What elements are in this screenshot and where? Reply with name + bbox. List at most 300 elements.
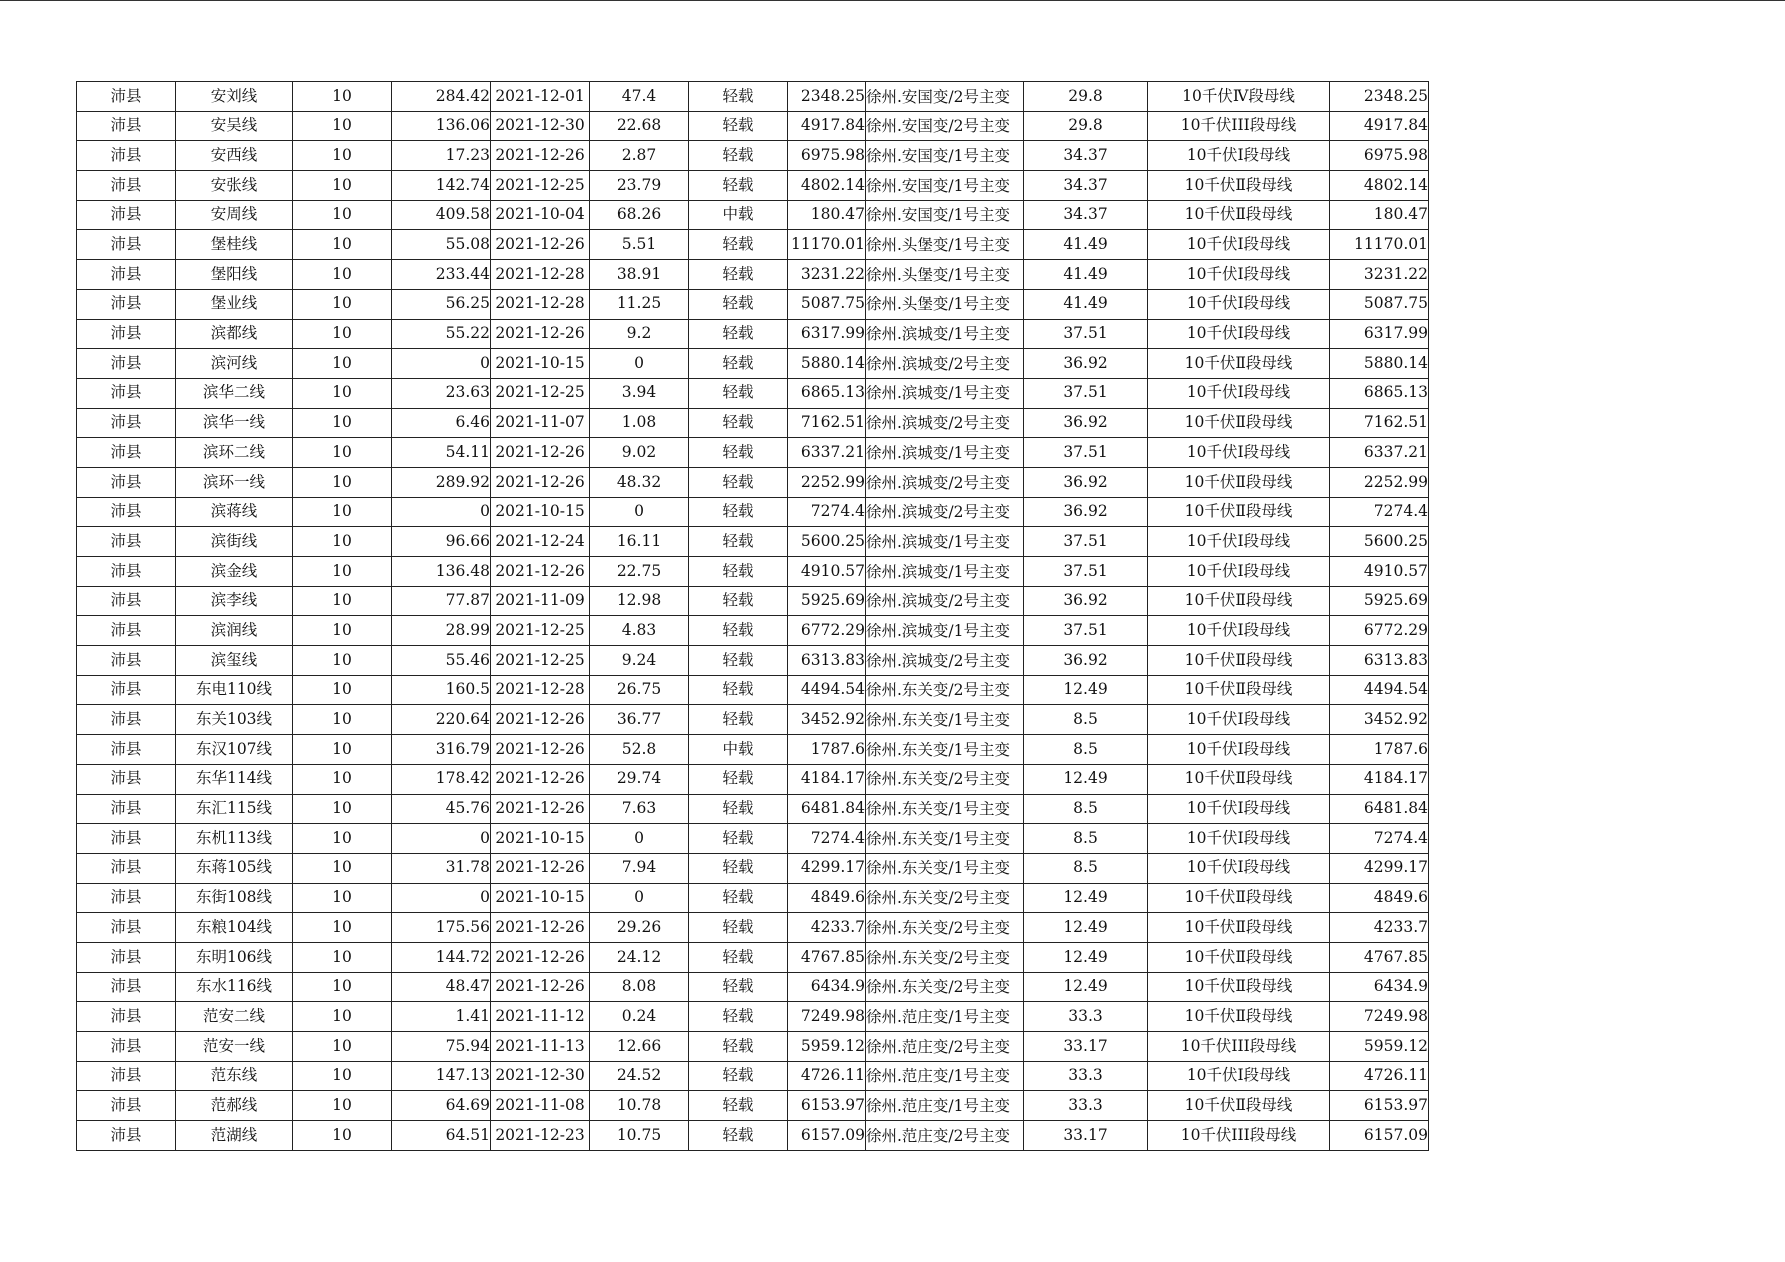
cell-load-rate: 9.2 <box>590 319 689 349</box>
table-row <box>77 319 1429 349</box>
cell-load-rate: 3.94 <box>590 378 689 408</box>
cell-load-current: 96.66 <box>392 527 491 557</box>
cell-record-date: 2021-12-25 <box>491 646 590 676</box>
cell-remaining-capacity: 7274.4 <box>1330 497 1429 527</box>
cell-substation-transformer <box>866 467 1024 497</box>
cell-remaining-capacity: 7249.98 <box>1330 1002 1429 1032</box>
cell-county: 沛县 <box>77 497 176 527</box>
cell-substation-transformer <box>866 82 1024 112</box>
table-row <box>77 1061 1429 1091</box>
cell-substation-transformer <box>866 853 1024 883</box>
cell-voltage-level: 10 <box>293 1091 392 1121</box>
cell-load-status: 轻载 <box>689 942 788 972</box>
cell-load-status: 轻载 <box>689 349 788 379</box>
cell-record-date: 2021-12-25 <box>491 616 590 646</box>
cell-county: 沛县 <box>77 883 176 913</box>
cell-transformer-load: 33.17 <box>1024 1032 1148 1062</box>
cell-busbar-section: 10千伏Ⅱ段母线 <box>1148 883 1330 913</box>
cell-line-name: 范郝线 <box>176 1091 293 1121</box>
cell-substation-transformer <box>866 972 1024 1002</box>
cell-busbar-section: 10千伏Ⅰ段母线 <box>1148 616 1330 646</box>
cell-county: 沛县 <box>77 1121 176 1151</box>
cell-transformer-load: 36.92 <box>1024 497 1148 527</box>
cell-line-name: 东机113线 <box>176 824 293 854</box>
cell-voltage-level: 10 <box>293 467 392 497</box>
cell-load-status: 轻载 <box>689 111 788 141</box>
cell-text: 徐州.滨城变/2号主变 <box>866 354 1011 373</box>
cell-available-capacity: 7274.4 <box>788 497 866 527</box>
cell-remaining-capacity: 180.47 <box>1330 200 1429 230</box>
cell-substation-transformer <box>866 289 1024 319</box>
cell-voltage-level: 10 <box>293 289 392 319</box>
table-row <box>77 883 1429 913</box>
cell-remaining-capacity: 6313.83 <box>1330 646 1429 676</box>
cell-load-rate: 47.4 <box>590 82 689 112</box>
cell-text: 徐州.滨城变/1号主变 <box>866 443 1011 462</box>
table-row <box>77 824 1429 854</box>
cell-record-date: 2021-12-25 <box>491 378 590 408</box>
cell-county: 沛县 <box>77 913 176 943</box>
cell-line-name: 安张线 <box>176 171 293 201</box>
cell-busbar-section: 10千伏Ⅰ段母线 <box>1148 824 1330 854</box>
cell-county: 沛县 <box>77 408 176 438</box>
cell-load-current: 144.72 <box>392 942 491 972</box>
cell-load-status: 轻载 <box>689 171 788 201</box>
cell-voltage-level: 10 <box>293 824 392 854</box>
cell-line-name: 滨玺线 <box>176 646 293 676</box>
cell-remaining-capacity: 11170.01 <box>1330 230 1429 260</box>
cell-transformer-load: 37.51 <box>1024 378 1148 408</box>
cell-remaining-capacity: 6975.98 <box>1330 141 1429 171</box>
cell-load-status: 轻载 <box>689 557 788 587</box>
cell-load-current: 160.5 <box>392 675 491 705</box>
cell-text: 徐州.东关变/2号主变 <box>866 770 1011 789</box>
cell-remaining-capacity: 3231.22 <box>1330 260 1429 290</box>
cell-available-capacity: 6865.13 <box>788 378 866 408</box>
cell-load-status: 轻载 <box>689 616 788 646</box>
cell-available-capacity: 6975.98 <box>788 141 866 171</box>
table-row <box>77 260 1429 290</box>
cell-transformer-load: 8.5 <box>1024 824 1148 854</box>
cell-available-capacity: 2252.99 <box>788 467 866 497</box>
table-row <box>77 646 1429 676</box>
cell-line-name: 堡业线 <box>176 289 293 319</box>
cell-busbar-section: 10千伏Ⅰ段母线 <box>1148 1061 1330 1091</box>
cell-substation-transformer <box>866 497 1024 527</box>
cell-load-current: 55.08 <box>392 230 491 260</box>
cell-busbar-section: 10千伏Ⅱ段母线 <box>1148 1002 1330 1032</box>
cell-record-date: 2021-12-25 <box>491 171 590 201</box>
cell-remaining-capacity: 4494.54 <box>1330 675 1429 705</box>
cell-remaining-capacity: 4233.7 <box>1330 913 1429 943</box>
cell-voltage-level: 10 <box>293 171 392 201</box>
cell-remaining-capacity: 5600.25 <box>1330 527 1429 557</box>
cell-load-rate: 0 <box>590 497 689 527</box>
cell-load-current: 284.42 <box>392 82 491 112</box>
cell-line-name: 滨华一线 <box>176 408 293 438</box>
cell-remaining-capacity: 4299.17 <box>1330 853 1429 883</box>
cell-transformer-load: 8.5 <box>1024 794 1148 824</box>
cell-busbar-section: 10千伏Ⅰ段母线 <box>1148 527 1330 557</box>
cell-remaining-capacity: 6481.84 <box>1330 794 1429 824</box>
cell-text: 徐州.滨城变/2号主变 <box>866 503 1011 522</box>
cell-busbar-section: 10千伏Ⅱ段母线 <box>1148 467 1330 497</box>
cell-substation-transformer <box>866 705 1024 735</box>
cell-load-current: 54.11 <box>392 438 491 468</box>
cell-voltage-level: 10 <box>293 913 392 943</box>
table-row <box>77 972 1429 1002</box>
cell-busbar-section: 10千伏Ⅰ段母线 <box>1148 557 1330 587</box>
table-row <box>77 557 1429 587</box>
cell-voltage-level: 10 <box>293 646 392 676</box>
cell-line-name: 滨华二线 <box>176 378 293 408</box>
cell-available-capacity: 6313.83 <box>788 646 866 676</box>
cell-line-name: 范安一线 <box>176 1032 293 1062</box>
cell-substation-transformer <box>866 527 1024 557</box>
cell-load-rate: 0 <box>590 824 689 854</box>
cell-substation-transformer <box>866 1121 1024 1151</box>
cell-load-current: 175.56 <box>392 913 491 943</box>
cell-transformer-load: 36.92 <box>1024 646 1148 676</box>
cell-transformer-load: 41.49 <box>1024 289 1148 319</box>
cell-voltage-level: 10 <box>293 527 392 557</box>
cell-available-capacity: 4917.84 <box>788 111 866 141</box>
cell-load-current: 45.76 <box>392 794 491 824</box>
cell-available-capacity: 3231.22 <box>788 260 866 290</box>
cell-transformer-load: 34.37 <box>1024 171 1148 201</box>
cell-record-date: 2021-12-30 <box>491 1061 590 1091</box>
cell-line-name: 东关103线 <box>176 705 293 735</box>
cell-line-name: 滨都线 <box>176 319 293 349</box>
cell-load-rate: 0 <box>590 883 689 913</box>
cell-remaining-capacity: 4726.11 <box>1330 1061 1429 1091</box>
cell-substation-transformer <box>866 557 1024 587</box>
cell-busbar-section: 10千伏III段母线 <box>1148 1121 1330 1151</box>
cell-record-date: 2021-10-04 <box>491 200 590 230</box>
table-row <box>77 735 1429 765</box>
cell-load-rate: 29.26 <box>590 913 689 943</box>
table-row <box>77 942 1429 972</box>
cell-transformer-load: 8.5 <box>1024 705 1148 735</box>
cell-load-status: 轻载 <box>689 141 788 171</box>
cell-county: 沛县 <box>77 824 176 854</box>
cell-load-rate: 22.68 <box>590 111 689 141</box>
cell-substation-transformer <box>866 230 1024 260</box>
cell-load-current: 55.46 <box>392 646 491 676</box>
cell-available-capacity: 5959.12 <box>788 1032 866 1062</box>
cell-transformer-load: 29.8 <box>1024 82 1148 112</box>
cell-county: 沛县 <box>77 82 176 112</box>
cell-county: 沛县 <box>77 319 176 349</box>
cell-voltage-level: 10 <box>293 349 392 379</box>
cell-available-capacity: 4802.14 <box>788 171 866 201</box>
cell-voltage-level: 10 <box>293 1032 392 1062</box>
cell-available-capacity: 6337.21 <box>788 438 866 468</box>
cell-line-name: 东电110线 <box>176 675 293 705</box>
cell-load-status: 轻载 <box>689 497 788 527</box>
cell-county: 沛县 <box>77 557 176 587</box>
cell-available-capacity: 4233.7 <box>788 913 866 943</box>
cell-text: 徐州.安国变/2号主变 <box>866 117 1011 136</box>
cell-available-capacity: 4184.17 <box>788 764 866 794</box>
feeder-load-table <box>76 81 1429 1151</box>
table-row <box>77 378 1429 408</box>
cell-voltage-level: 10 <box>293 82 392 112</box>
cell-record-date: 2021-12-28 <box>491 675 590 705</box>
cell-load-rate: 9.24 <box>590 646 689 676</box>
cell-available-capacity: 2348.25 <box>788 82 866 112</box>
cell-remaining-capacity: 5087.75 <box>1330 289 1429 319</box>
cell-transformer-load: 8.5 <box>1024 735 1148 765</box>
cell-busbar-section: 10千伏Ⅱ段母线 <box>1148 586 1330 616</box>
cell-remaining-capacity: 4849.6 <box>1330 883 1429 913</box>
table-row <box>77 408 1429 438</box>
table-row <box>77 349 1429 379</box>
cell-busbar-section: 10千伏Ⅱ段母线 <box>1148 764 1330 794</box>
cell-load-rate: 22.75 <box>590 557 689 587</box>
cell-voltage-level: 10 <box>293 853 392 883</box>
cell-record-date: 2021-12-26 <box>491 230 590 260</box>
cell-remaining-capacity: 6153.97 <box>1330 1091 1429 1121</box>
cell-available-capacity: 7274.4 <box>788 824 866 854</box>
cell-load-current: 136.06 <box>392 111 491 141</box>
table-row <box>77 913 1429 943</box>
cell-available-capacity: 6153.97 <box>788 1091 866 1121</box>
cell-remaining-capacity: 4767.85 <box>1330 942 1429 972</box>
cell-load-rate: 52.8 <box>590 735 689 765</box>
cell-line-name: 堡阳线 <box>176 260 293 290</box>
cell-text: 徐州.范庄变/1号主变 <box>866 1007 1011 1026</box>
cell-voltage-level: 10 <box>293 230 392 260</box>
cell-substation-transformer <box>866 200 1024 230</box>
cell-transformer-load: 8.5 <box>1024 853 1148 883</box>
cell-busbar-section: 10千伏Ⅰ段母线 <box>1148 289 1330 319</box>
cell-available-capacity: 7249.98 <box>788 1002 866 1032</box>
cell-load-rate: 24.52 <box>590 1061 689 1091</box>
cell-load-rate: 4.83 <box>590 616 689 646</box>
cell-available-capacity: 11170.01 <box>788 230 866 260</box>
cell-line-name: 东明106线 <box>176 942 293 972</box>
cell-text: 徐州.东关变/1号主变 <box>866 711 1011 730</box>
cell-line-name: 东华114线 <box>176 764 293 794</box>
cell-substation-transformer <box>866 1002 1024 1032</box>
cell-busbar-section: 10千伏Ⅱ段母线 <box>1148 497 1330 527</box>
cell-load-current: 48.47 <box>392 972 491 1002</box>
cell-county: 沛县 <box>77 1002 176 1032</box>
cell-county: 沛县 <box>77 646 176 676</box>
cell-busbar-section: 10千伏Ⅰ段母线 <box>1148 141 1330 171</box>
cell-busbar-section: 10千伏Ⅱ段母线 <box>1148 942 1330 972</box>
cell-load-status: 轻载 <box>689 646 788 676</box>
cell-load-status: 中载 <box>689 735 788 765</box>
cell-available-capacity: 4849.6 <box>788 883 866 913</box>
cell-load-rate: 29.74 <box>590 764 689 794</box>
cell-text: 徐州.滨城变/2号主变 <box>866 473 1011 492</box>
cell-busbar-section: 10千伏III段母线 <box>1148 111 1330 141</box>
cell-line-name: 滨环二线 <box>176 438 293 468</box>
cell-transformer-load: 37.51 <box>1024 438 1148 468</box>
cell-line-name: 东汇115线 <box>176 794 293 824</box>
cell-busbar-section: 10千伏Ⅰ段母线 <box>1148 319 1330 349</box>
cell-load-status: 轻载 <box>689 586 788 616</box>
cell-county: 沛县 <box>77 735 176 765</box>
cell-county: 沛县 <box>77 260 176 290</box>
cell-transformer-load: 37.51 <box>1024 527 1148 557</box>
cell-load-rate: 2.87 <box>590 141 689 171</box>
cell-text: 徐州.东关变/1号主变 <box>866 859 1011 878</box>
cell-load-rate: 16.11 <box>590 527 689 557</box>
cell-load-current: 233.44 <box>392 260 491 290</box>
cell-load-rate: 12.98 <box>590 586 689 616</box>
table-row <box>77 527 1429 557</box>
table-row <box>77 82 1429 112</box>
cell-line-name: 滨金线 <box>176 557 293 587</box>
cell-text: 徐州.安国变/1号主变 <box>866 176 1011 195</box>
cell-text: 徐州.东关变/2号主变 <box>866 948 1011 967</box>
cell-load-current: 142.74 <box>392 171 491 201</box>
cell-voltage-level: 10 <box>293 735 392 765</box>
page-top-border <box>0 0 1785 1</box>
cell-line-name: 滨环一线 <box>176 467 293 497</box>
cell-text: 徐州.范庄变/1号主变 <box>866 1067 1011 1086</box>
table-row <box>77 1032 1429 1062</box>
cell-record-date: 2021-12-26 <box>491 942 590 972</box>
cell-transformer-load: 37.51 <box>1024 557 1148 587</box>
cell-load-status: 轻载 <box>689 853 788 883</box>
cell-line-name: 东粮104线 <box>176 913 293 943</box>
cell-load-rate: 0.24 <box>590 1002 689 1032</box>
cell-text: 徐州.安国变/1号主变 <box>866 146 1011 165</box>
cell-load-current: 64.51 <box>392 1121 491 1151</box>
cell-available-capacity: 6434.9 <box>788 972 866 1002</box>
cell-county: 沛县 <box>77 438 176 468</box>
cell-busbar-section: 10千伏Ⅰ段母线 <box>1148 705 1330 735</box>
cell-county: 沛县 <box>77 794 176 824</box>
cell-voltage-level: 10 <box>293 1121 392 1151</box>
cell-load-status: 轻载 <box>689 467 788 497</box>
cell-available-capacity: 1787.6 <box>788 735 866 765</box>
cell-text: 徐州.滨城变/2号主变 <box>866 414 1011 433</box>
cell-load-status: 轻载 <box>689 883 788 913</box>
cell-transformer-load: 12.49 <box>1024 764 1148 794</box>
cell-substation-transformer <box>866 942 1024 972</box>
cell-county: 沛县 <box>77 141 176 171</box>
cell-transformer-load: 37.51 <box>1024 616 1148 646</box>
cell-load-current: 1.41 <box>392 1002 491 1032</box>
cell-county: 沛县 <box>77 1032 176 1062</box>
cell-voltage-level: 10 <box>293 319 392 349</box>
cell-load-current: 28.99 <box>392 616 491 646</box>
cell-busbar-section: 10千伏Ⅱ段母线 <box>1148 1091 1330 1121</box>
cell-record-date: 2021-12-26 <box>491 764 590 794</box>
cell-load-rate: 0 <box>590 349 689 379</box>
cell-remaining-capacity: 2252.99 <box>1330 467 1429 497</box>
cell-remaining-capacity: 6317.99 <box>1330 319 1429 349</box>
cell-available-capacity: 4910.57 <box>788 557 866 587</box>
cell-transformer-load: 12.49 <box>1024 972 1148 1002</box>
cell-voltage-level: 10 <box>293 586 392 616</box>
cell-remaining-capacity: 7162.51 <box>1330 408 1429 438</box>
cell-text: 徐州.东关变/1号主变 <box>866 740 1011 759</box>
cell-load-current: 56.25 <box>392 289 491 319</box>
cell-busbar-section: 10千伏Ⅰ段母线 <box>1148 260 1330 290</box>
cell-record-date: 2021-12-30 <box>491 111 590 141</box>
cell-substation-transformer <box>866 378 1024 408</box>
cell-county: 沛县 <box>77 467 176 497</box>
cell-load-rate: 5.51 <box>590 230 689 260</box>
cell-transformer-load: 12.49 <box>1024 913 1148 943</box>
cell-substation-transformer <box>866 408 1024 438</box>
cell-remaining-capacity: 1787.6 <box>1330 735 1429 765</box>
table-row <box>77 467 1429 497</box>
table-row <box>77 1121 1429 1151</box>
cell-remaining-capacity: 5925.69 <box>1330 586 1429 616</box>
cell-load-rate: 24.12 <box>590 942 689 972</box>
cell-load-current: 0 <box>392 883 491 913</box>
cell-transformer-load: 29.8 <box>1024 111 1148 141</box>
cell-record-date: 2021-11-08 <box>491 1091 590 1121</box>
cell-load-rate: 23.79 <box>590 171 689 201</box>
table-row <box>77 616 1429 646</box>
cell-remaining-capacity: 6337.21 <box>1330 438 1429 468</box>
cell-load-rate: 38.91 <box>590 260 689 290</box>
cell-busbar-section: 10千伏Ⅰ段母线 <box>1148 735 1330 765</box>
cell-text: 徐州.东关变/2号主变 <box>866 889 1011 908</box>
cell-substation-transformer <box>866 141 1024 171</box>
cell-load-current: 0 <box>392 824 491 854</box>
cell-remaining-capacity: 4802.14 <box>1330 171 1429 201</box>
cell-load-rate: 8.08 <box>590 972 689 1002</box>
cell-available-capacity: 4767.85 <box>788 942 866 972</box>
cell-county: 沛县 <box>77 230 176 260</box>
cell-load-status: 轻载 <box>689 319 788 349</box>
cell-text: 徐州.东关变/2号主变 <box>866 978 1011 997</box>
cell-busbar-section: 10千伏Ⅱ段母线 <box>1148 675 1330 705</box>
cell-busbar-section: 10千伏III段母线 <box>1148 1032 1330 1062</box>
cell-record-date: 2021-10-15 <box>491 824 590 854</box>
cell-transformer-load: 37.51 <box>1024 319 1148 349</box>
cell-load-status: 轻载 <box>689 527 788 557</box>
cell-voltage-level: 10 <box>293 408 392 438</box>
cell-load-rate: 7.63 <box>590 794 689 824</box>
cell-remaining-capacity: 6157.09 <box>1330 1121 1429 1151</box>
cell-remaining-capacity: 7274.4 <box>1330 824 1429 854</box>
cell-transformer-load: 34.37 <box>1024 141 1148 171</box>
cell-load-status: 轻载 <box>689 408 788 438</box>
cell-load-current: 0 <box>392 349 491 379</box>
cell-transformer-load: 33.3 <box>1024 1002 1148 1032</box>
cell-county: 沛县 <box>77 378 176 408</box>
cell-line-name: 滨李线 <box>176 586 293 616</box>
cell-load-status: 轻载 <box>689 1091 788 1121</box>
cell-record-date: 2021-12-26 <box>491 141 590 171</box>
cell-transformer-load: 41.49 <box>1024 260 1148 290</box>
table-row <box>77 675 1429 705</box>
cell-voltage-level: 10 <box>293 200 392 230</box>
cell-record-date: 2021-11-07 <box>491 408 590 438</box>
table-row <box>77 1091 1429 1121</box>
cell-voltage-level: 10 <box>293 111 392 141</box>
cell-available-capacity: 7162.51 <box>788 408 866 438</box>
cell-text: 徐州.滨城变/2号主变 <box>866 592 1011 611</box>
table-row <box>77 1002 1429 1032</box>
cell-load-rate: 36.77 <box>590 705 689 735</box>
cell-record-date: 2021-12-23 <box>491 1121 590 1151</box>
cell-county: 沛县 <box>77 764 176 794</box>
cell-load-rate: 26.75 <box>590 675 689 705</box>
cell-load-rate: 68.26 <box>590 200 689 230</box>
cell-load-status: 轻载 <box>689 913 788 943</box>
